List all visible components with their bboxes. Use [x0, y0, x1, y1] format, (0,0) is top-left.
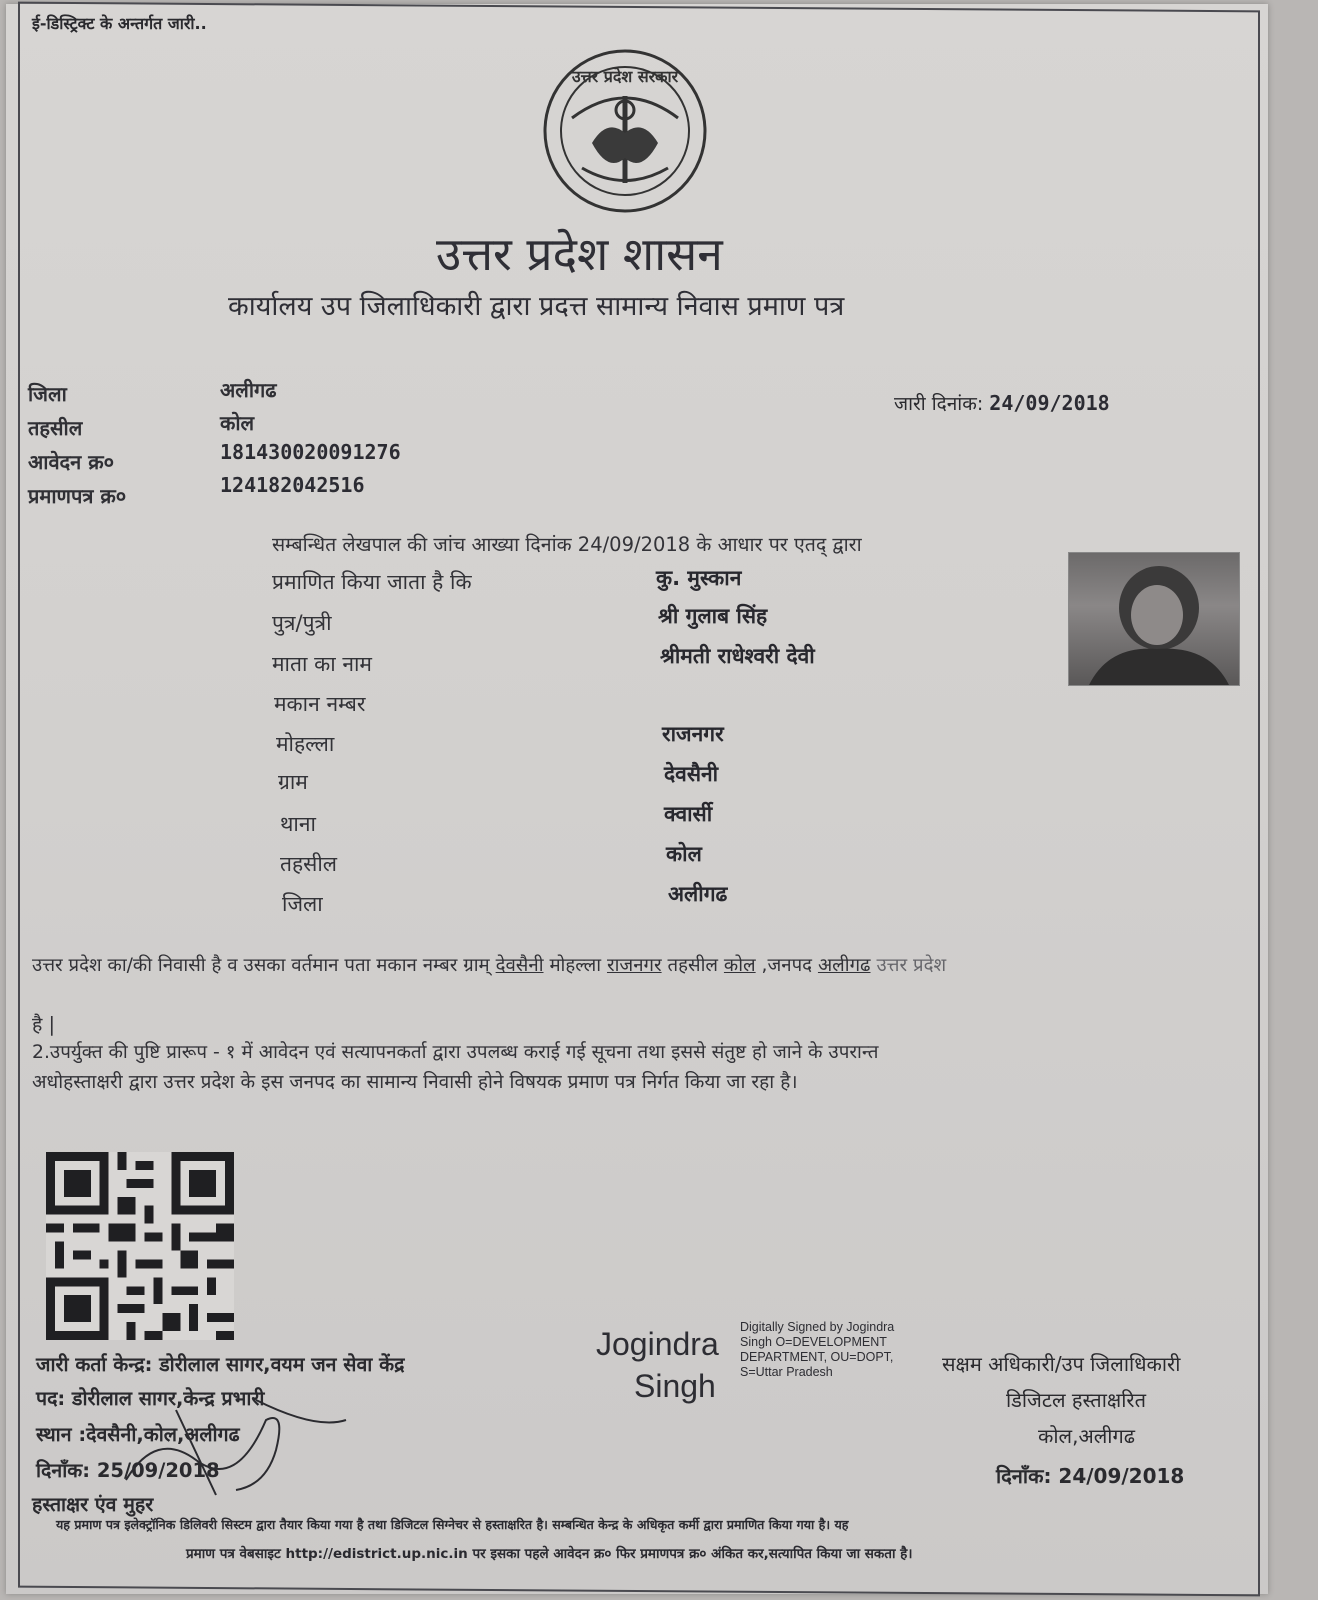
residence-statement	[32, 952, 946, 977]
authority-title: सक्षम अधिकारी/उप जिलाधिकारी	[942, 1352, 1181, 1376]
district-row-value: अलीगढ	[668, 882, 728, 906]
signature-meta-line: Digitally Signed by Jogindra	[740, 1320, 895, 1334]
row-label-parent: पुत्र/पुत्री	[272, 611, 332, 635]
paragraph-line-4: अधोहस्ताक्षरी द्वारा उत्तर प्रदेश के इस जनपद का सामान्य निवासी होने विषयक प्रमाण पत्र निर्गत किया जा रहा है।	[32, 1071, 798, 1093]
row-label-mohalla: मोहल्ला	[276, 732, 335, 756]
authority-digital-signed: डिजिटल हस्ताक्षरित	[1006, 1388, 1146, 1412]
issuer-place: स्थान :देवसैनी,कोल,अलीगढ	[36, 1423, 240, 1446]
residence-text-d: ,जनपद	[761, 955, 813, 976]
signer-first-name: Jogindra	[596, 1326, 719, 1362]
row-label-mother: माता का नाम	[272, 652, 372, 676]
digital-signature-details	[740, 1320, 894, 1380]
signature-meta-line: Singh O=DEVELOPMENT	[740, 1335, 887, 1349]
applicant-photo	[1068, 552, 1240, 686]
issuing-centre: जारी कर्ता केन्द्र: डोरीलाल सागर,वयम जन सेवा केंद्र	[36, 1353, 405, 1376]
signature-meta-line: DEPARTMENT, OU=DOPT,	[740, 1350, 894, 1364]
paragraph-line-2: है |	[32, 1013, 56, 1036]
footer-line-1: यह प्रमाण पत्र इलेक्ट्रॉनिक डिलिवरी सिस्टम द्वारा तैयार किया गया है तथा डिजिटल सिग्नेचर से हस्ताक्षरित है। सम्बन्धित केन्द्र के अधिकृत कर्मी द्वारा प्रमाणित किया गया है। यह	[56, 1517, 849, 1532]
tehsil-label: तहसील	[28, 416, 83, 440]
issued-under-text: ई-डिस्ट्रिक्ट के अन्तर्गत जारी..	[32, 14, 207, 33]
application-no-value: 181430020091276	[220, 440, 401, 464]
issue-date-label: जारी दिनांक:	[894, 393, 984, 415]
row-label-certified: प्रमाणित किया जाता है कि	[272, 570, 472, 594]
residence-district: अलीगढ	[817, 955, 871, 976]
residence-mohalla: राजनगर	[606, 955, 662, 976]
issue-date-value: 24/09/2018	[989, 391, 1110, 415]
applicant-name: कु. मुस्कान	[656, 566, 742, 590]
emblem-text: उत्तर प्रदेश सरकार	[571, 67, 679, 86]
district-value: अलीगढ	[220, 378, 277, 402]
father-name: श्री गुलाब सिंह	[658, 604, 768, 628]
intro-line: सम्बन्धित लेखपाल की जांच आख्या दिनांक 24/09/2018 के आधार पर एतद् द्वारा	[272, 533, 862, 556]
certificate-subtitle: कार्यालय उप जिलाधिकारी द्वारा प्रदत्त सामान्य निवास प्रमाण पत्र	[228, 291, 845, 322]
authority-place: कोल,अलीगढ	[1038, 1424, 1135, 1448]
issuer-date: दिनाँक: 25/09/2018	[36, 1459, 220, 1482]
district-label: जिला	[28, 382, 67, 406]
page-title: उत्तर प्रदेश शासन	[436, 227, 723, 281]
issue-date	[894, 390, 1110, 416]
certificate-no-value: 124182042516	[220, 473, 365, 497]
certificate-paper	[6, 4, 1268, 1594]
police-station-value: क्वार्सी	[664, 802, 713, 826]
row-label-district: जिला	[282, 892, 323, 916]
application-no-label: आवेदन क्र०	[28, 450, 115, 474]
issuer-post: पद: डोरीलाल सागर,केन्द्र प्रभारी	[36, 1387, 265, 1410]
up-government-emblem-seal	[542, 48, 708, 214]
row-label-tehsil: तहसील	[280, 852, 337, 876]
tehsil-row-value: कोल	[666, 842, 702, 866]
mohalla-value: राजनगर	[662, 722, 724, 746]
residence-text-a: उत्तर प्रदेश का/की निवासी है व उसका वर्तमान पता मकान नम्बर ग्राम्	[32, 955, 490, 976]
authority-date: दिनाँक: 24/09/2018	[996, 1464, 1185, 1488]
residence-state: उत्तर प्रदेश	[876, 955, 947, 976]
row-label-house-no: मकान नम्बर	[274, 692, 366, 716]
signature-meta-line: S=Uttar Pradesh	[740, 1365, 833, 1379]
row-label-police-station: थाना	[280, 812, 316, 836]
certificate-no-label: प्रमाणपत्र क्र०	[28, 484, 127, 508]
handwritten-signature-icon	[116, 1390, 356, 1500]
signature-and-seal-label: हस्ताक्षर एंव मुहर	[32, 1493, 154, 1516]
residence-text-c: तहसील	[667, 955, 718, 976]
residence-text-b: मोहल्ला	[549, 955, 602, 976]
person-photo-icon	[1069, 553, 1239, 685]
mother-name: श्रीमती राधेश्वरी देवी	[660, 644, 815, 668]
residence-tehsil: कोल	[723, 955, 756, 976]
tehsil-value: कोल	[220, 411, 255, 435]
row-label-village: ग्राम	[278, 770, 308, 794]
qr-code-icon	[46, 1152, 234, 1340]
footer-line-2: प्रमाण पत्र वेबसाइट http://edistrict.up.nic.in पर इसका पहले आवेदन क्र० फिर प्रमाणपत्र क्र० अंकित कर,सत्यापित किया जा सकता है।	[186, 1546, 913, 1562]
residence-village: देवसैनी	[495, 955, 544, 976]
village-value: देवसैनी	[664, 762, 719, 786]
signer-last-name: Singh	[634, 1368, 716, 1404]
paragraph-line-3: 2.उपर्युक्त की पुष्टि प्रारूप - १ में आवेदन एवं सत्यापनकर्ता द्वारा उपलब्ध कराई गई सूचना तथा इससे संतुष्ट हो जाने के उपरान्त	[32, 1042, 879, 1063]
